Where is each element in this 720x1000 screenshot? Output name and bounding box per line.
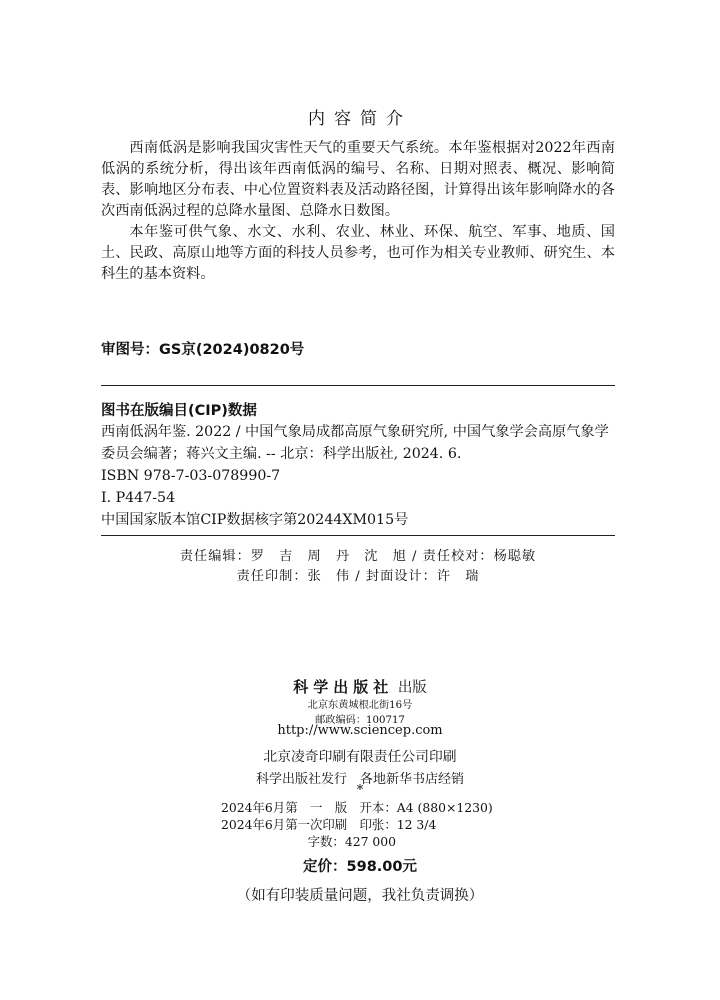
cip-block	[101, 421, 615, 531]
summary-body	[101, 138, 615, 285]
quality-notice: （如有印装质量问题，我社负责调换）	[236, 888, 484, 904]
publisher-address: 北京东黄城根北街16号	[307, 700, 413, 711]
cip-line-number: 中国国家版本馆CIP数据核字第20244XM015号	[101, 512, 409, 528]
publisher-postcode: 邮政编码：100717	[315, 715, 405, 726]
summary-paragraph-2: 本年鉴可供气象、水文、水利、农业、林业、环保、航空、军事、地质、国土、民政、高原山地等方面的科技人员参考，也可作为相关专业教师、研究生、本科生的基本资料。	[101, 224, 615, 282]
summary-title: 内容简介	[308, 109, 412, 129]
credits-editors: 责任编辑：罗 吉 周 丹 沈 旭 / 责任校对：杨聪敏	[179, 549, 537, 564]
divider-bottom	[101, 535, 615, 536]
cip-line-class: Ⅰ. P447-54	[101, 490, 176, 506]
specs-block	[221, 799, 493, 850]
cip-line-isbn: ISBN 978-7-03-078990-7	[101, 468, 281, 484]
divider-top	[101, 385, 615, 386]
summary-paragraph-1: 西南低涡是影响我国灾害性天气的重要天气系统。本年鉴根据对2022年西南低涡的系统分析，得出该年西南低涡的编号、名称、日期对照表、概况、影响简表、影响地区分布表、中心位置资料表及活动路径图，计算得出该年影响降水的各次西南低涡过程的总降水量图、总降水日数图。	[101, 140, 615, 219]
map-approval-number: 审图号：GS京(2024)0820号	[101, 342, 305, 358]
publisher-line	[0, 676, 720, 697]
credits-printing: 责任印制：张 伟 / 封面设计：许 瑞	[236, 569, 480, 584]
price: 定价：598.00元	[303, 859, 417, 875]
distribution-line: 科学出版社发行 各地新华书店经销	[255, 772, 464, 787]
cip-heading: 图书在版编目(CIP)数据	[101, 403, 257, 419]
cip-line-book: 西南低涡年鉴. 2022 / 中国气象局成都高原气象研究所, 中国气象学会高原气象学委员会编著；蒋兴文主编. -- 北京：科学出版社, 2024. 6.	[101, 424, 609, 462]
spec-printing: 2024年6月第一次印刷 印张：12 3/4	[221, 817, 437, 832]
publisher-website: http://www.sciencep.com	[277, 723, 443, 738]
spec-wordcount: 字数：427 000	[221, 834, 397, 849]
separator-asterisk: *	[356, 783, 364, 798]
spec-edition: 2024年6月第 一 版 开本：A4 (880×1230)	[221, 800, 493, 815]
credits-block	[101, 547, 615, 587]
publisher-suffix: 出版	[397, 680, 427, 696]
publisher-logo: 科学出版社	[293, 678, 394, 696]
printer-name: 北京凌奇印刷有限责任公司印刷	[263, 749, 457, 765]
